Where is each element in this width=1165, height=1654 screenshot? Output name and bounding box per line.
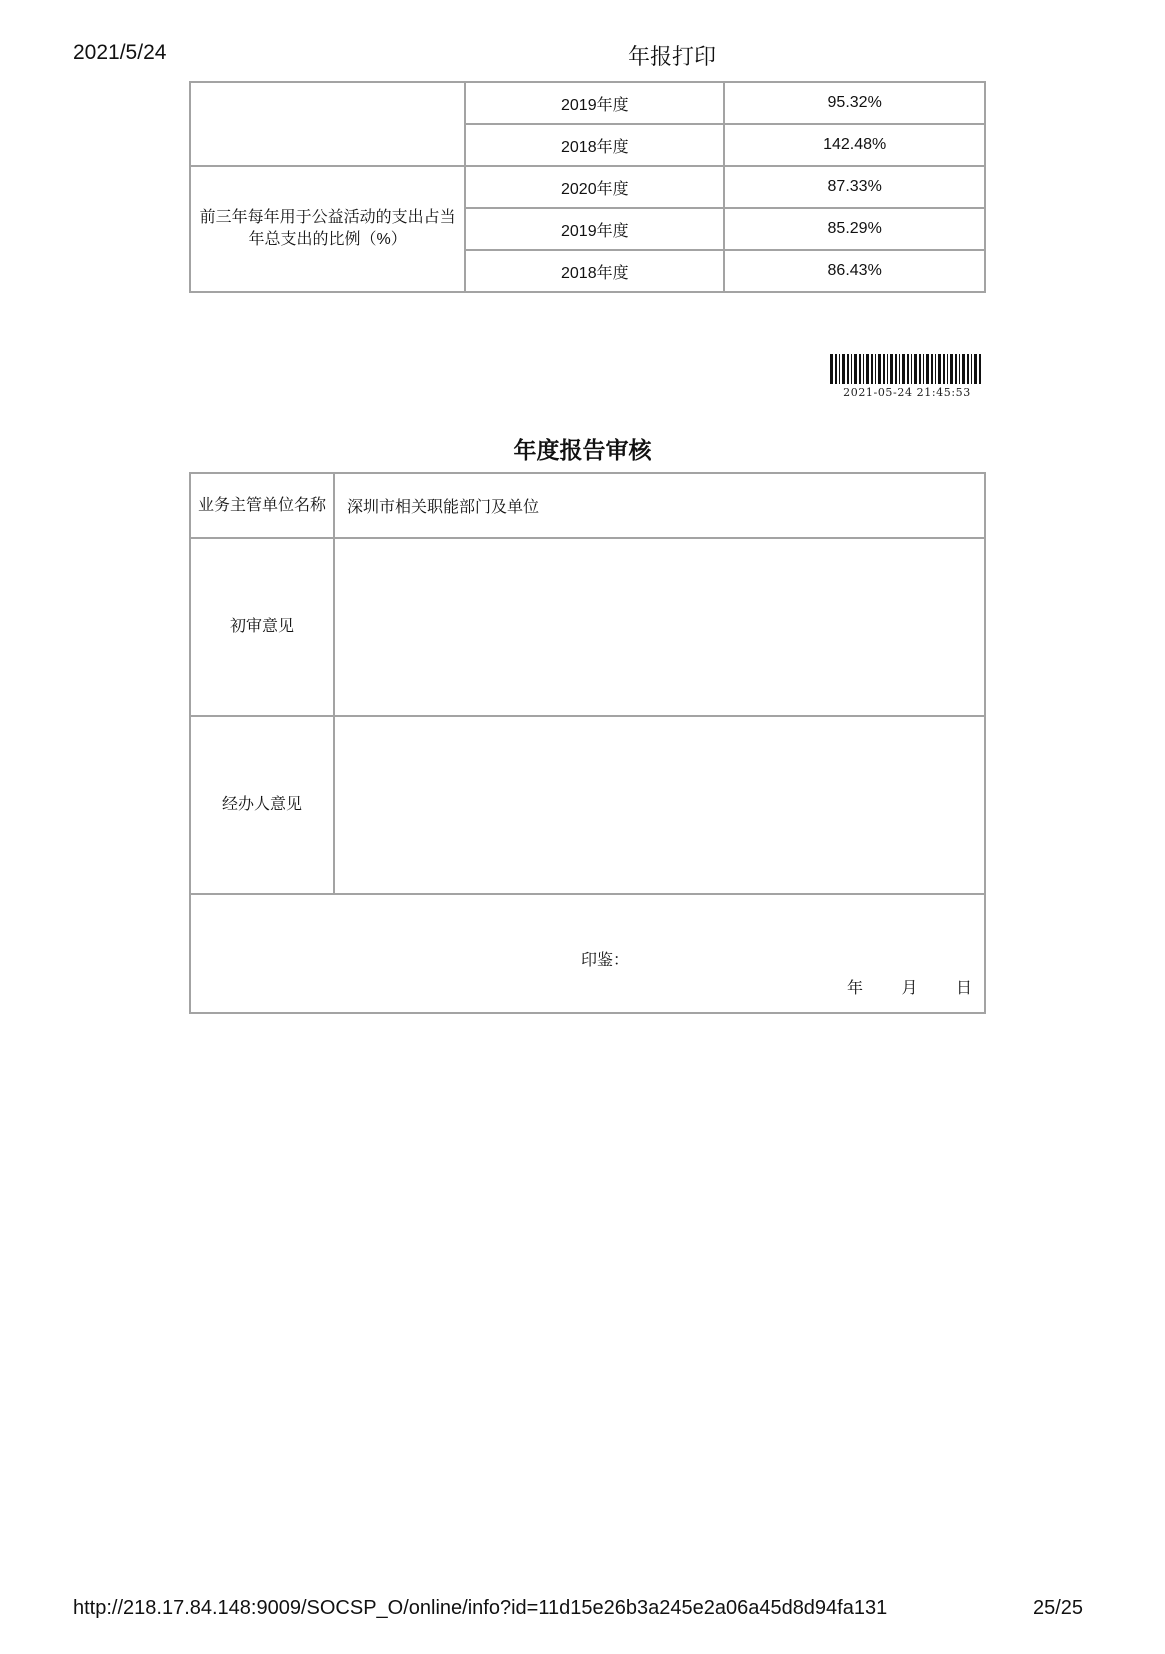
table-row — [190, 82, 985, 124]
year-cell: 2019年度 — [465, 208, 724, 250]
barcode-bar — [859, 354, 861, 384]
barcode-bar — [962, 354, 965, 384]
barcode-bar — [895, 354, 897, 384]
barcode-bar — [943, 354, 945, 384]
date-line — [813, 975, 972, 998]
year-cell: 2019年度 — [465, 82, 724, 124]
barcode-bar — [907, 354, 909, 384]
barcode-bar — [887, 354, 888, 384]
year-cell: 2020年度 — [465, 166, 724, 208]
stamp-label: 印鉴： — [581, 952, 630, 969]
handler-opinion-label: 经办人意见 — [190, 716, 334, 894]
page-number: 25/25 — [1033, 1597, 1084, 1619]
print-date: 2021/5/24 — [73, 41, 167, 64]
barcode-bar — [919, 354, 921, 384]
barcode-bar — [926, 354, 929, 384]
day-label: 日 — [955, 980, 972, 997]
barcode-bar — [854, 354, 857, 384]
barcode-bar — [931, 354, 933, 384]
barcode-bar — [842, 354, 845, 384]
barcode-bar — [902, 354, 905, 384]
table-row — [190, 716, 985, 894]
ratio-table — [189, 81, 986, 293]
barcode-bar — [883, 354, 885, 384]
barcode-bar — [866, 354, 869, 384]
year-cell: 2018年度 — [465, 124, 724, 166]
value-cell: 95.32% — [724, 82, 985, 124]
supervisor-value: 深圳市相关职能部门及单位 — [334, 473, 985, 538]
value-cell: 142.48% — [724, 124, 985, 166]
barcode-bar — [899, 354, 900, 384]
table-row — [190, 166, 985, 208]
barcode-bar — [935, 354, 936, 384]
table-row — [190, 538, 985, 716]
barcode-bar — [959, 354, 960, 384]
barcode-bar — [967, 354, 969, 384]
group1-label-cell — [190, 82, 465, 166]
barcode-bar — [878, 354, 881, 384]
table-row — [190, 894, 985, 1013]
barcode-timestamp: 2021-05-24 21:45:53 — [843, 386, 971, 399]
review-table — [189, 472, 986, 1014]
barcode-bar — [914, 354, 917, 384]
barcode-bar — [875, 354, 876, 384]
barcode-bar — [851, 354, 852, 384]
barcode-bar — [950, 354, 953, 384]
review-section-title: 年度报告审核 — [513, 437, 652, 463]
value-cell: 85.29% — [724, 208, 985, 250]
barcode-bar — [911, 354, 912, 384]
stamp-cell — [190, 894, 985, 1013]
barcode-bar — [974, 354, 977, 384]
value-cell: 87.33% — [724, 166, 985, 208]
barcode-bar — [847, 354, 849, 384]
supervisor-label: 业务主管单位名称 — [190, 473, 334, 538]
handler-opinion-field — [334, 716, 985, 894]
barcode-bar — [979, 354, 981, 384]
barcode-bar — [890, 354, 893, 384]
barcode-bar — [863, 354, 864, 384]
barcode-bar — [971, 354, 972, 384]
barcode-bar — [839, 354, 840, 384]
group2-label-cell: 前三年每年用于公益活动的支出占当年总支出的比例（%） — [190, 166, 465, 292]
barcode-image — [830, 354, 984, 384]
barcode-bar — [947, 354, 948, 384]
barcode-bar — [955, 354, 957, 384]
barcode-bar — [938, 354, 941, 384]
barcode-bar — [830, 354, 833, 384]
table-row — [190, 473, 985, 538]
month-label: 月 — [901, 980, 918, 997]
barcode-bar — [923, 354, 924, 384]
initial-opinion-label: 初审意见 — [190, 538, 334, 716]
initial-opinion-field — [334, 538, 985, 716]
page-title: 年报打印 — [628, 45, 717, 70]
year-cell: 2018年度 — [465, 250, 724, 292]
barcode-bar — [871, 354, 873, 384]
year-label: 年 — [847, 980, 864, 997]
barcode-bar — [835, 354, 837, 384]
value-cell: 86.43% — [724, 250, 985, 292]
footer-url: http://218.17.84.148:9009/SOCSP_O/online/info?id=11d15e26b3a245e2a06a45d8d94fa131 — [73, 1597, 888, 1619]
